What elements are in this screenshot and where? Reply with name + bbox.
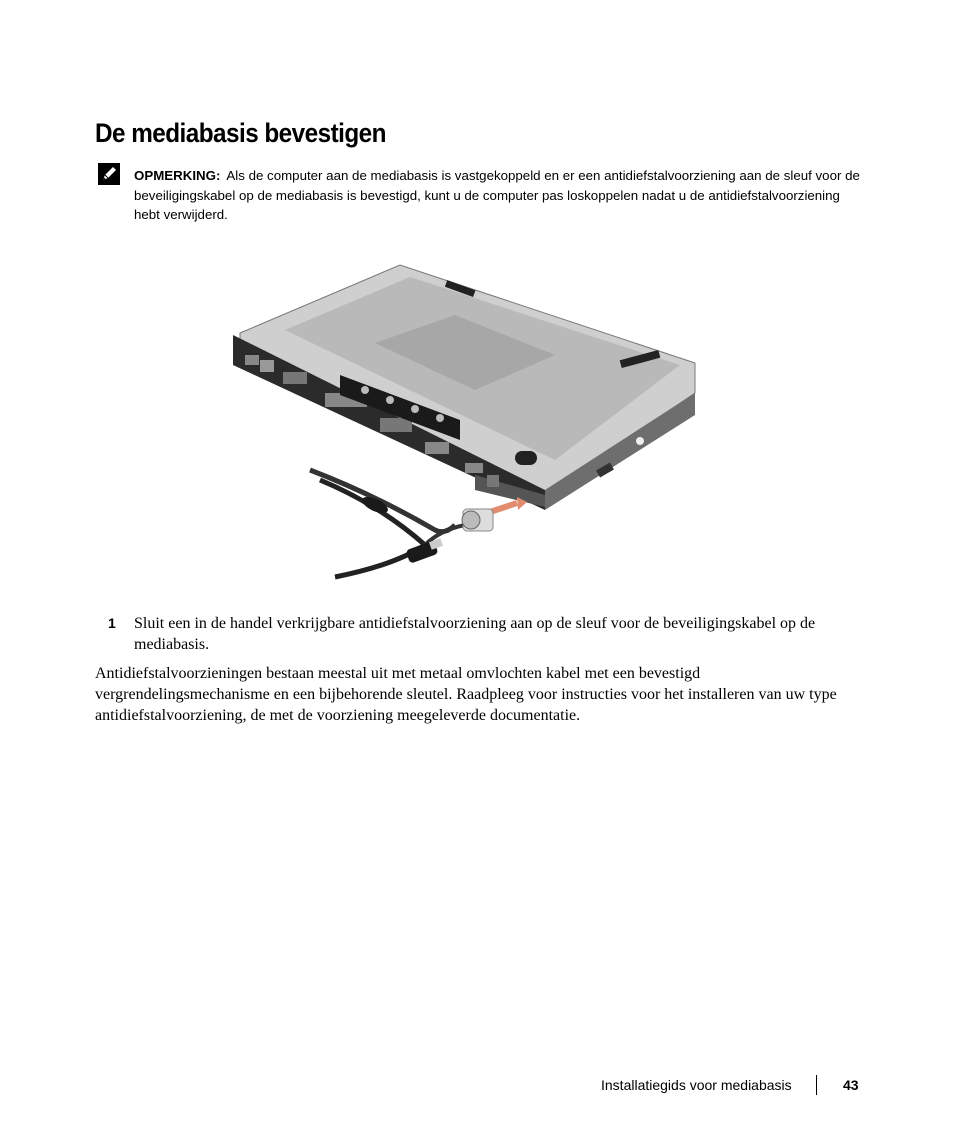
step-1 — [108, 613, 848, 655]
note-text: Als de computer aan de mediabasis is vastgekoppeld en er een antidiefstalvoorziening aan de sleuf voor de beveiligingskabel op de mediabasis is bevestigd, kunt u de computer pas loskoppelen nadat u de antidiefstalvoorziening hebt verwijderd. — [134, 168, 860, 222]
footer-divider — [816, 1075, 817, 1095]
step-text: Sluit een in de handel verkrijgbare antidiefstalvoorziening aan op de sleuf voor de beveiligingskabel op de mediabasis. — [134, 615, 816, 653]
page-number: 43 — [843, 1077, 859, 1093]
page-title: De mediabasis bevestigen — [95, 118, 386, 148]
note-pencil-icon — [98, 163, 120, 185]
step-number: 1 — [108, 615, 116, 631]
note — [134, 166, 864, 225]
note-label: OPMERKING: — [134, 168, 221, 183]
media-base-illustration — [225, 245, 725, 590]
footer-title: Installatiegids voor mediabasis — [601, 1077, 792, 1093]
body-paragraph: Antidiefstalvoorzieningen bestaan meestal uit met metaal omvlochten kabel met een bevestigd vergrendelingsmechanisme en een bijbehorende sleutel. Raadpleeg voor instructies voor het installeren van uw type antidiefstalvoorziening, de met de voorziening meegeleverde documentatie. — [95, 665, 837, 724]
